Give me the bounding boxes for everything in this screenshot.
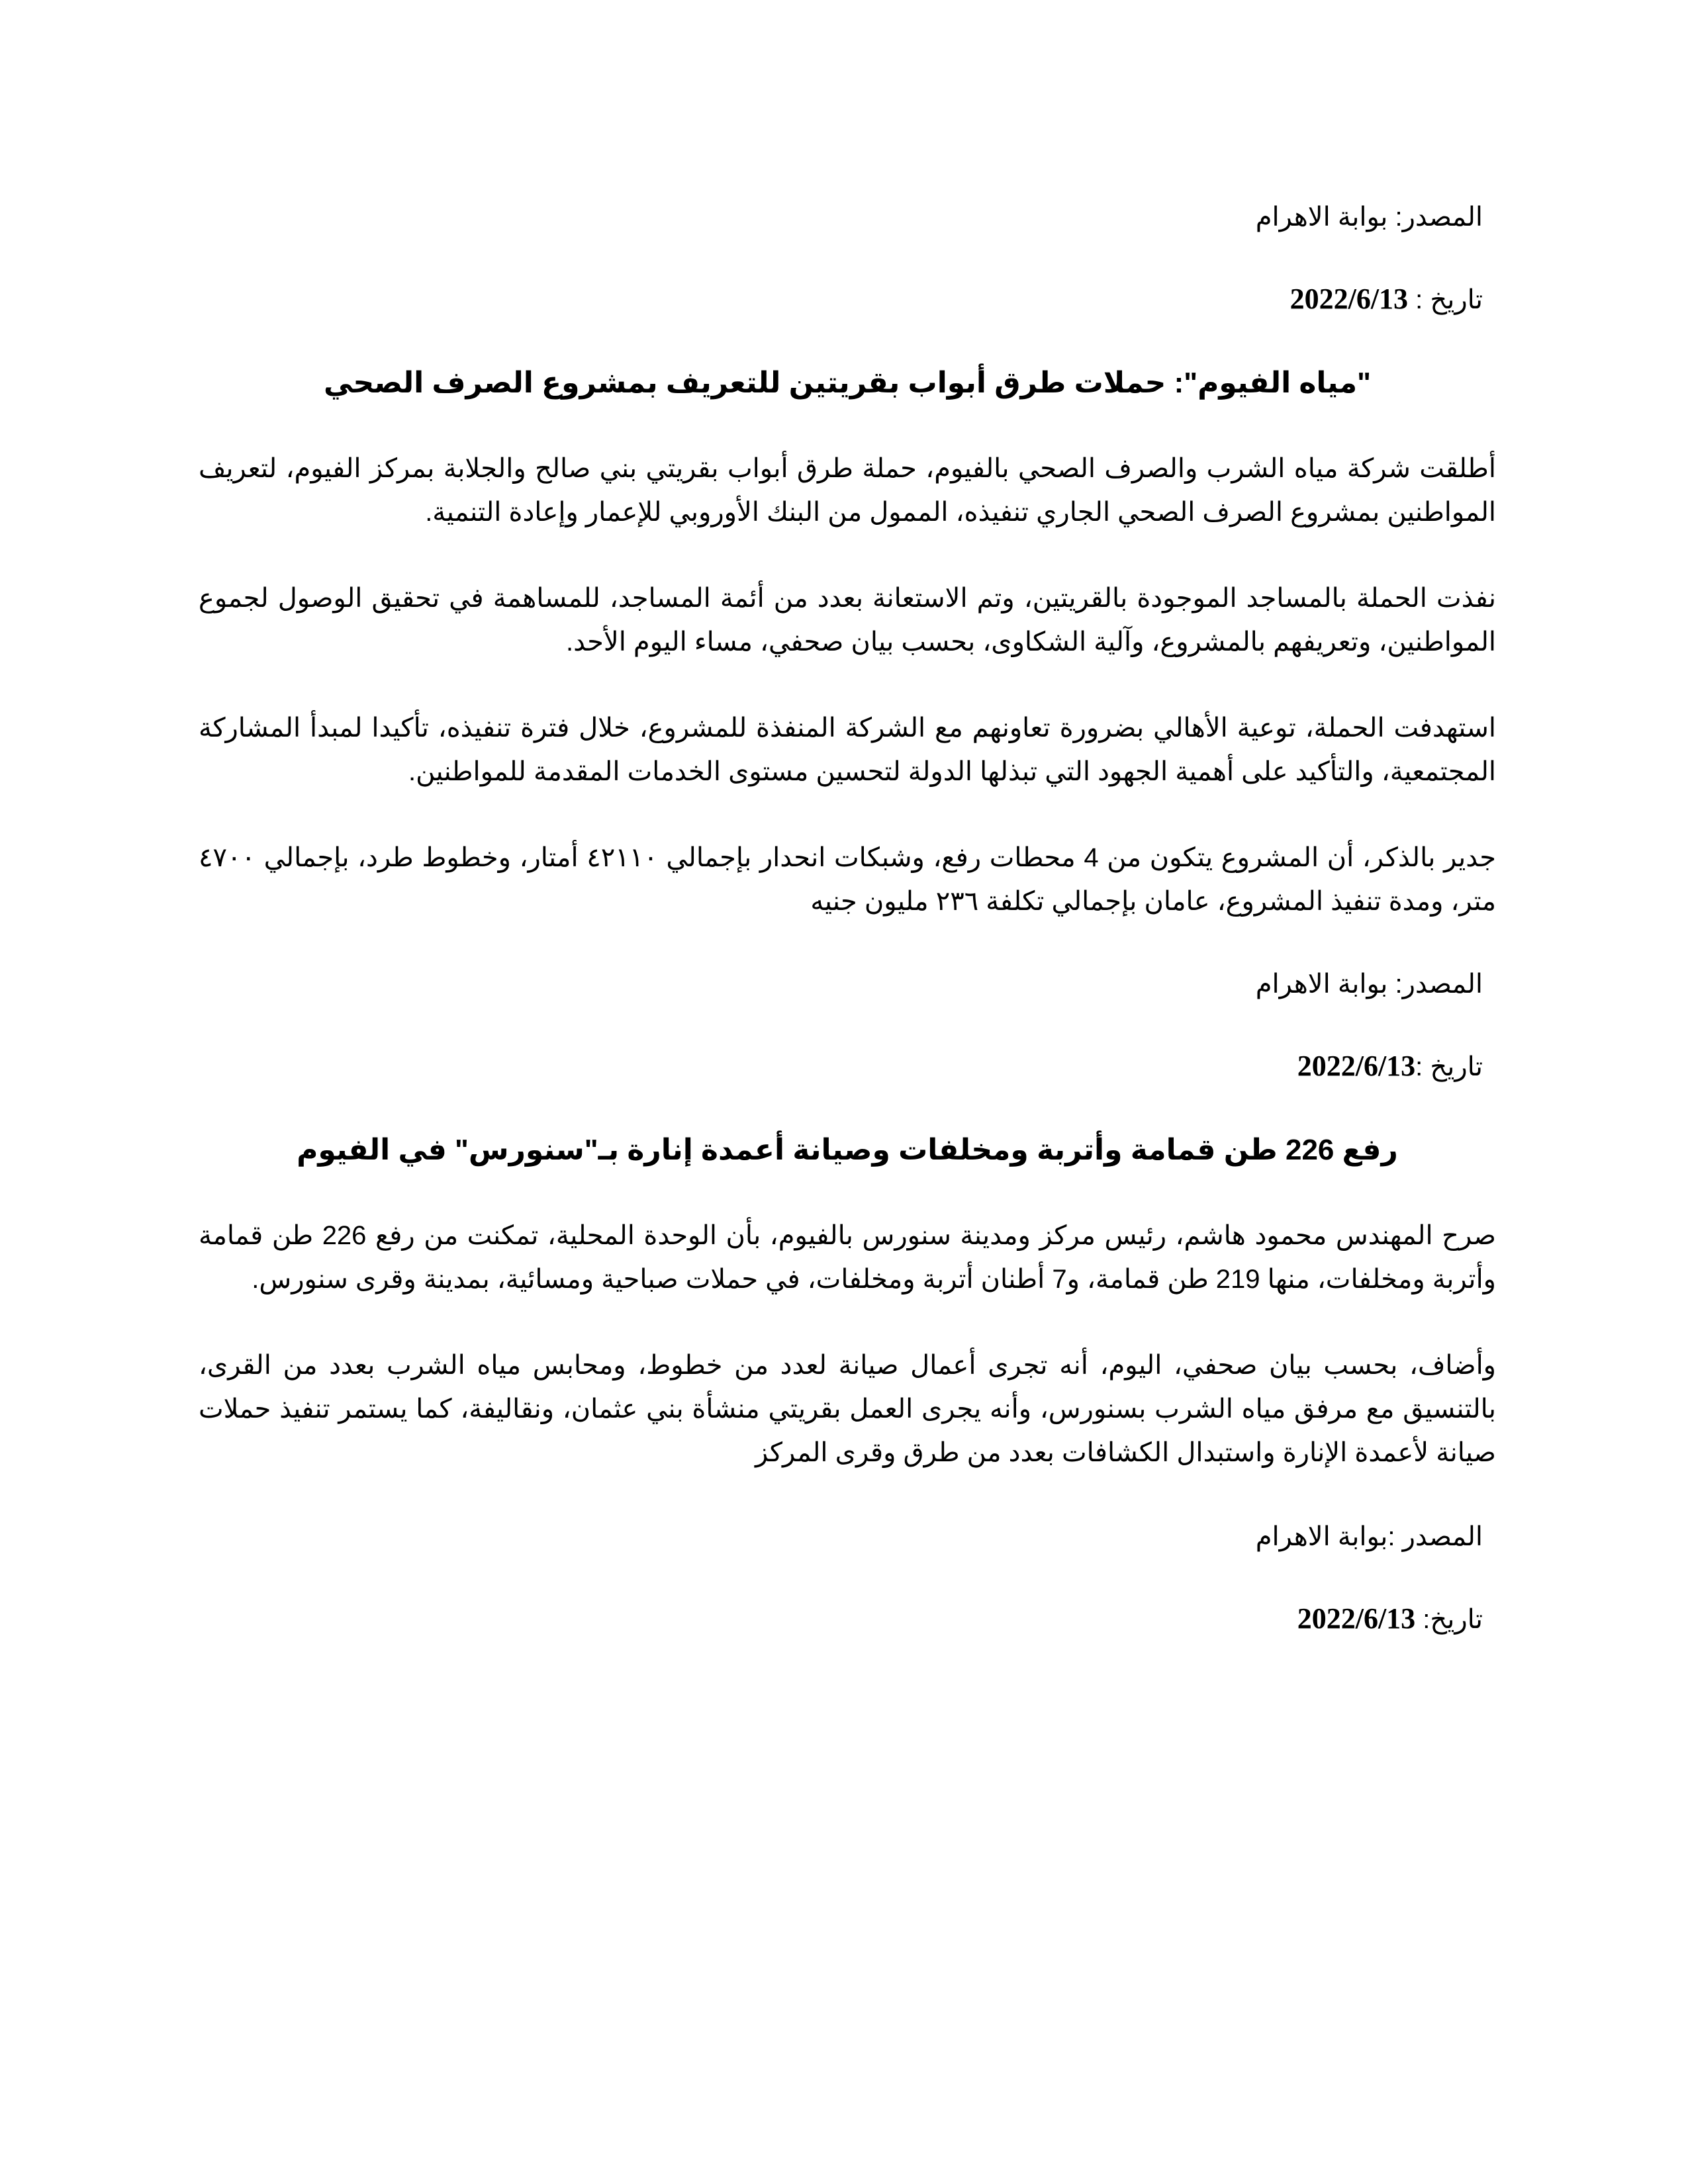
article-1 — [199, 197, 1496, 923]
document-footer — [199, 1517, 1496, 1639]
document-page — [199, 185, 1496, 1639]
article-paragraph: نفذت الحملة بالمساجد الموجودة بالقريتين، وتم الاستعانة بعدد من أئمة المساجد، للمساهمة في تحقيق الوصول لجموع المواطنين، وتعريفهم بالمشروع، وآلية الشكاوى، بحسب بيان صحفي، مساء اليوم الأحد. — [199, 584, 1496, 657]
date-value: 2022/6/13 — [1297, 1050, 1416, 1082]
date-label: تاريخ : — [1415, 1052, 1483, 1081]
article-2 — [199, 964, 1496, 1475]
article-paragraph: استهدفت الحملة، توعية الأهالي بضرورة تعاونهم مع الشركة المنفذة للمشروع، خلال فترة تنفيذه، تأكيدا لمبدأ المشاركة المجتمعية، والتأكيد على أهمية الجهود التي تبذلها الدولة لتحسين مستوى الخدمات المقدمة للمواطنين. — [199, 713, 1496, 786]
footer-date-label: تاريخ: — [1415, 1605, 1483, 1634]
date-value: 2022/6/13 — [1289, 283, 1409, 315]
footer-date-line — [199, 1599, 1496, 1639]
footer-date-value: 2022/6/13 — [1297, 1602, 1416, 1635]
date-line — [199, 1046, 1496, 1087]
article-paragraph: أطلقت شركة مياه الشرب والصرف الصحي بالفيوم، حملة طرق أبواب بقريتي بني صالح والجلابة بمركز الفيوم، لتعريف المواطنين بمشروع الصرف الصحي الجاري تنفيذه، الممول من البنك الأوروبي للإعمار وإعادة التنمية. — [199, 454, 1496, 527]
article-paragraph: جدير بالذكر، أن المشروع يتكون من 4 محطات رفع، وشبكات انحدار بإجمالي ٤٢١١٠ أمتار، وخطوط طرد، بإجمالي ٤٧٠٠ متر، ومدة تنفيذ المشروع، عامان بإجمالي تكلفة ٢٣٦ مليون جنيه — [199, 843, 1496, 916]
article-paragraph: صرح المهندس محمود هاشم، رئيس مركز ومدينة سنورس بالفيوم، بأن الوحدة المحلية، تمكنت من رفع 226 طن قمامة وأتربة ومخلفات، منها 219 طن قمامة، و7 أطنان أتربة ومخلفات، في حملات صباحية ومسائية، بمدينة وقرى سنورس. — [199, 1221, 1496, 1294]
date-label: تاريخ : — [1408, 285, 1483, 314]
date-line — [199, 279, 1496, 320]
article-paragraph: وأضاف، بحسب بيان صحفي، اليوم، أنه تجرى أعمال صيانة لعدد من خطوط، ومحابس مياه الشرب بعدد من القرى، بالتنسيق مع مرفق مياه الشرب بسنورس، وأنه يجرى العمل بقريتي منشأة بني عثمان، ونقاليفة، كما يستمر تنفيذ حملات صيانة لأعمدة الإنارة واستبدال الكشافات بعدد من طرق وقرى المركز — [199, 1351, 1496, 1467]
article-title: رفع 226 طن قمامة وأتربة ومخلفات وصيانة أعمدة إنارة بـ"سنورس" في الفيوم — [297, 1134, 1398, 1166]
footer-source: المصدر :بوابة الاهرام — [1255, 1522, 1483, 1551]
source-line: المصدر: بوابة الاهرام — [1255, 203, 1483, 232]
article-title: "مياه الفيوم": حملات طرق أبواب بقريتين للتعريف بمشروع الصرف الصحي — [323, 367, 1371, 399]
source-line: المصدر: بوابة الاهرام — [1255, 970, 1483, 999]
